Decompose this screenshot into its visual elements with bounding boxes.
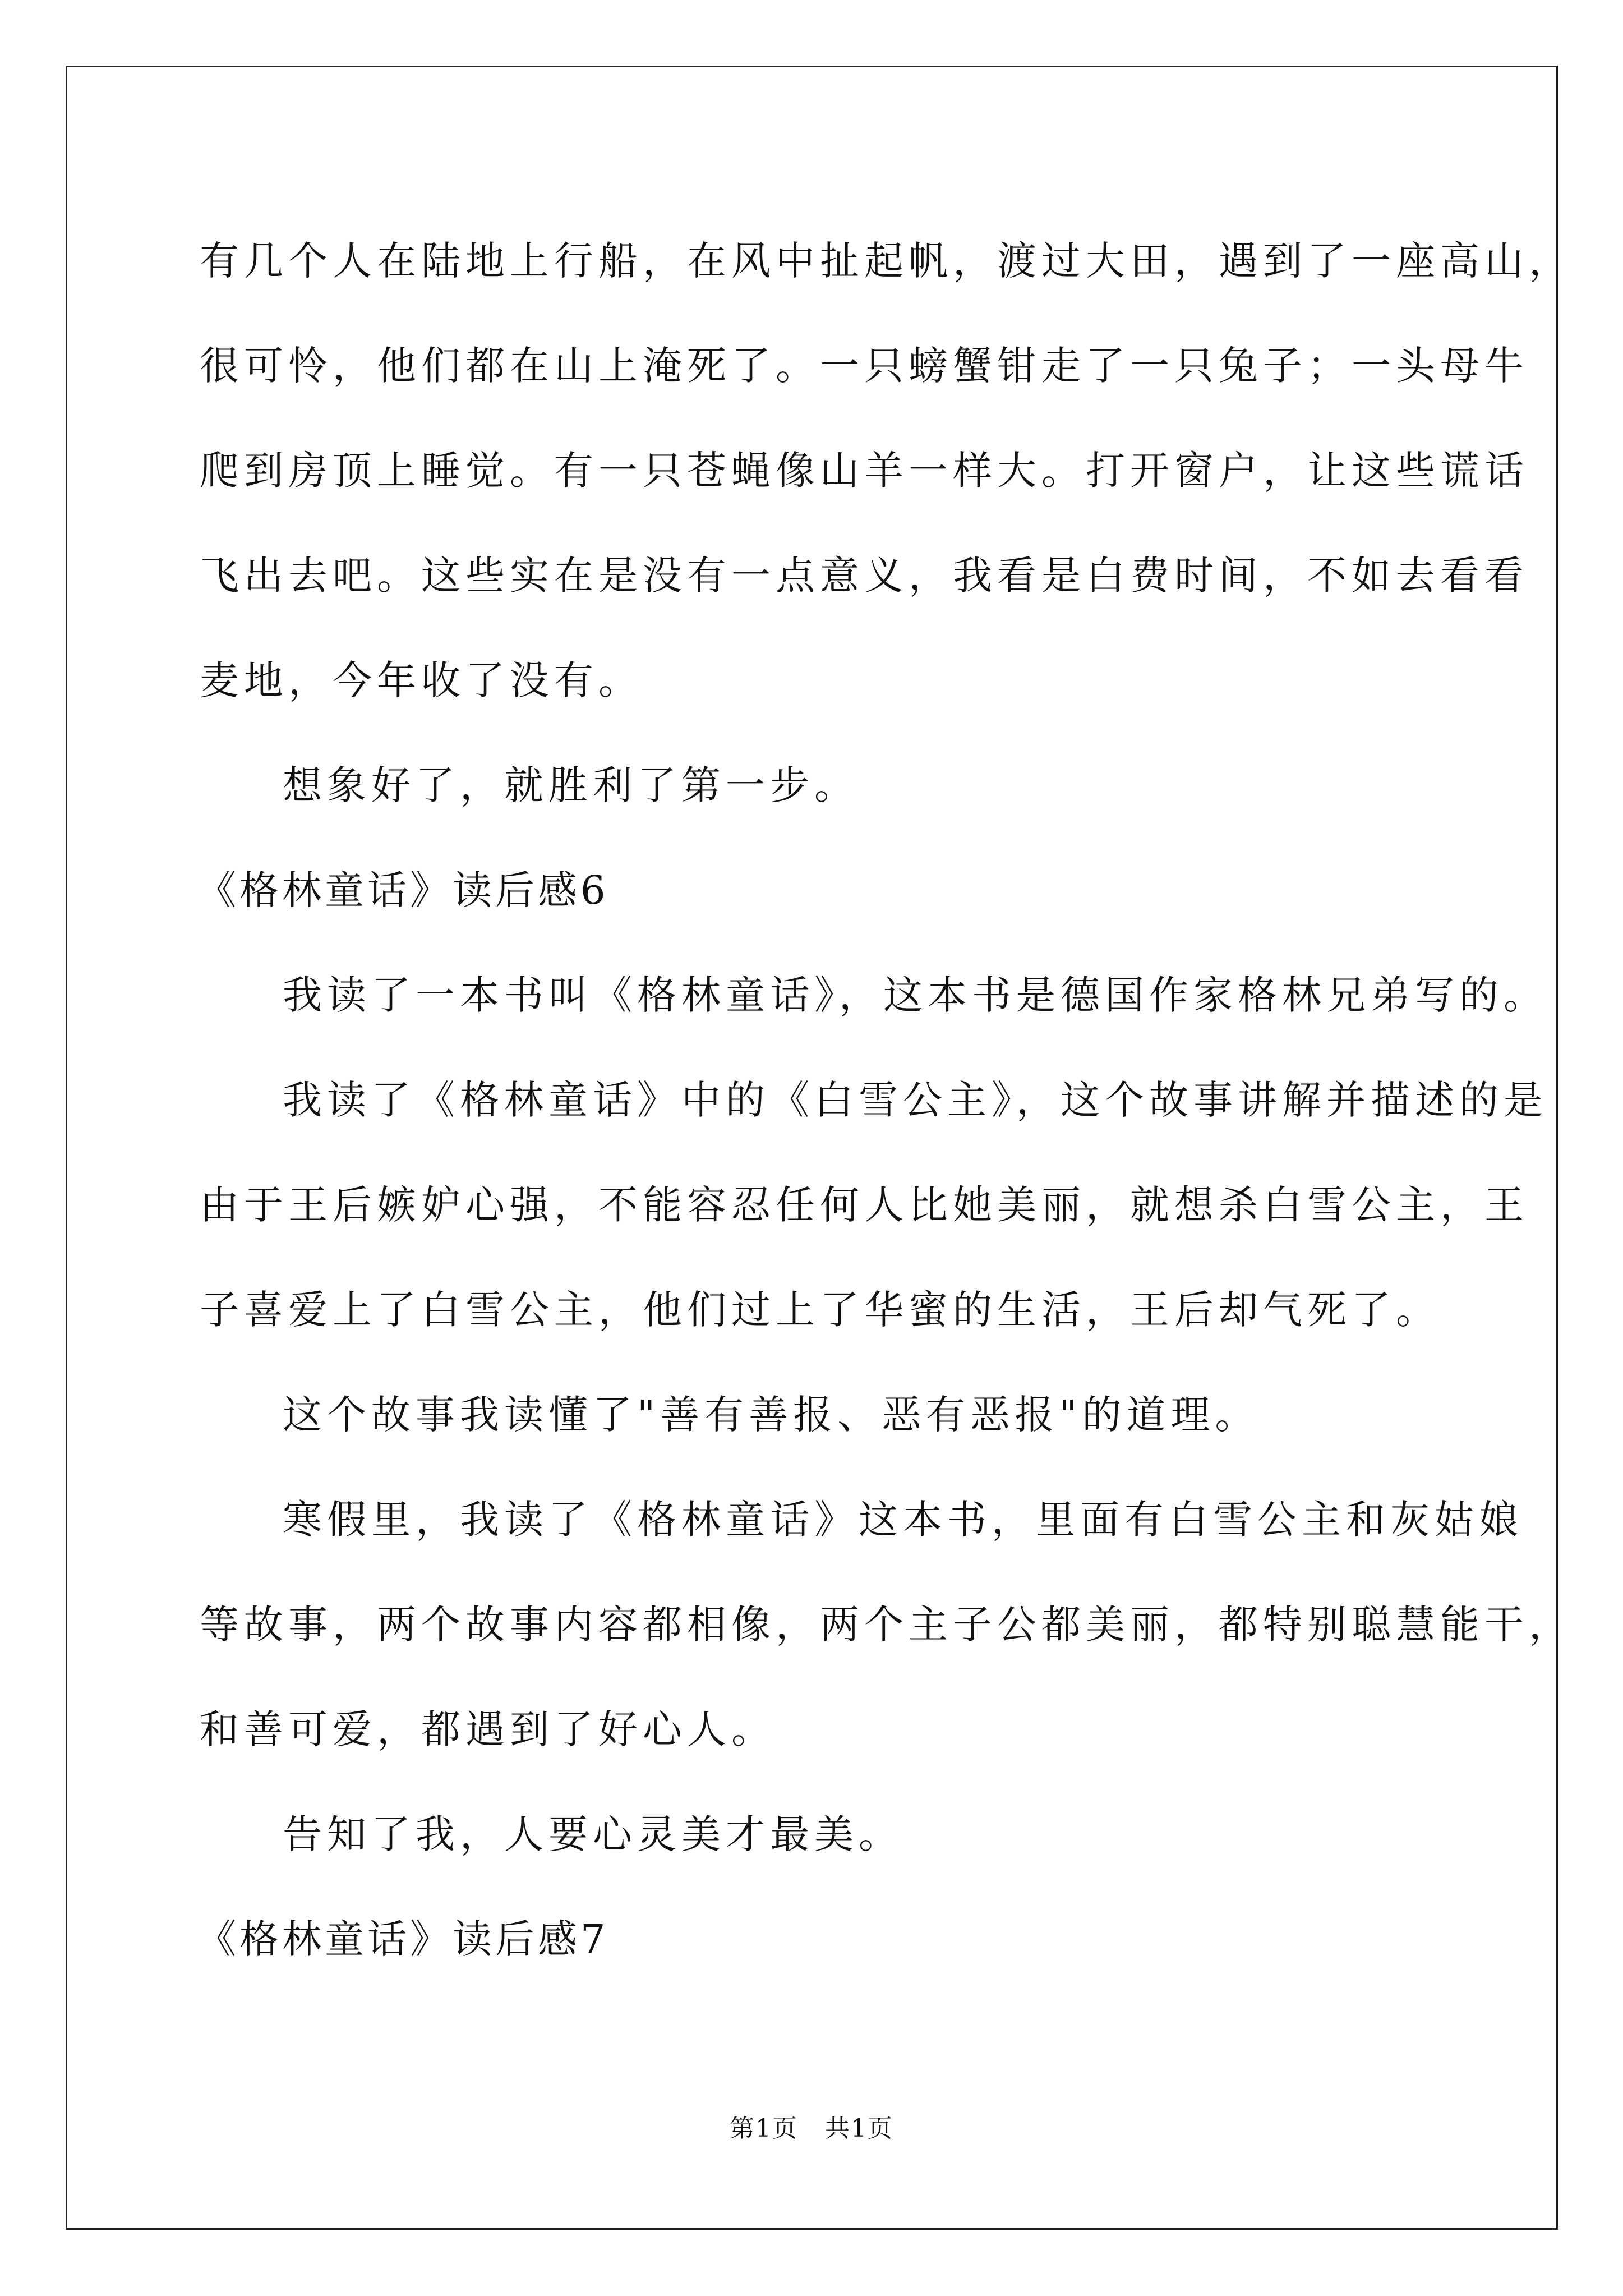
- paragraph-line: 我读了《格林童话》中的《白雪公主》，这个故事讲解并描述的是: [283, 1077, 1548, 1123]
- paragraph-line: 我读了一本书叫《格林童话》，这本书是德国作家格林兄弟写的。: [283, 972, 1548, 1018]
- page-number: 第1页: [730, 2114, 798, 2143]
- paragraph-line: 等故事，两个故事内容都相像，两个主子公都美丽，都特别聪慧能干，: [200, 1602, 1573, 1648]
- paragraph-line: 寒假里，我读了《格林童话》这本书，里面有白雪公主和灰姑娘: [283, 1497, 1523, 1543]
- paragraph-line: 有几个人在陆地上行船，在风中扯起帆，渡过大田，遇到了一座高山，: [200, 238, 1573, 284]
- paragraph-line: 由于王后嫉妒心强，不能容忍任何人比她美丽，就想杀白雪公主，王: [200, 1182, 1529, 1228]
- paragraph-line: 爬到房顶上睡觉。有一只苍蝇像山羊一样大。打开窗户，让这些谎话: [200, 448, 1529, 494]
- paragraph-line: 很可怜，他们都在山上淹死了。一只螃蟹钳走了一只兔子；一头母牛: [200, 343, 1529, 389]
- page-total: 共1页: [825, 2114, 893, 2143]
- paragraph-line: 这个故事我读懂了"善有善报、恶有恶报"的道理。: [283, 1392, 1260, 1438]
- section-heading: 《格林童话》读后感6: [197, 867, 609, 913]
- paragraph-line: 想象好了，就胜利了第一步。: [283, 762, 859, 808]
- page-footer: [0, 2108, 1623, 2144]
- paragraph-line: 麦地，今年收了没有。: [200, 657, 643, 703]
- paragraph-line: 和善可爱，都遇到了好心人。: [200, 1706, 776, 1752]
- document-body: [197, 209, 1573, 1992]
- section-heading: 《格林童话》读后感7: [197, 1916, 609, 1962]
- paragraph-line: 子喜爱上了白雪公主，他们过上了华蜜的生活，王后却气死了。: [200, 1287, 1440, 1333]
- paragraph-line: 飞出去吧。这些实在是没有一点意义，我看是白费时间，不如去看看: [200, 553, 1529, 599]
- paragraph-line: 告知了我，人要心灵美才最美。: [283, 1811, 903, 1857]
